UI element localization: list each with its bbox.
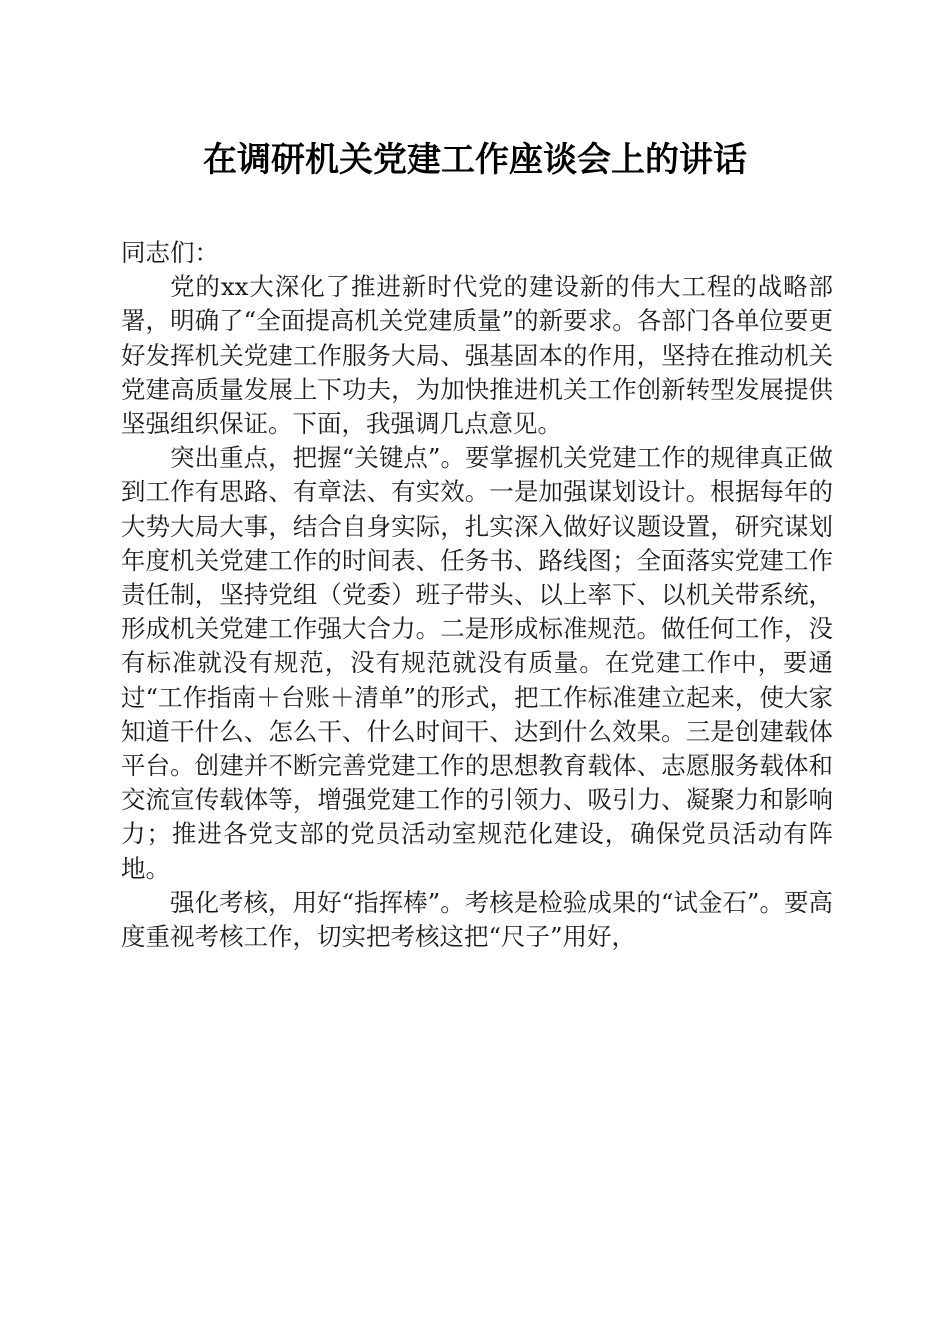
document-title: 在调研机关党建工作座谈会上的讲话	[203, 140, 747, 180]
paragraph-1: 党的xx大深化了推进新时代党的建设新的伟大工程的战略部署，明确了“全面提高机关党建质量”的新要求。各部门各单位要更好发挥机关党建工作服务大局、强基固本的作用，坚持在推动机关党建高质量发展上下功夫，为加快推进机关工作创新转型发展提供坚强组织保证。下面，我强调几点意见。	[121, 272, 833, 439]
paragraph-3: 强化考核，用好“指挥棒”。考核是检验成果的“试金石”。要高度重视考核工作，切实把考核这把“尺子”用好，	[121, 887, 833, 952]
paragraph-2: 突出重点，把握“关键点”。要掌握机关党建工作的规律真正做到工作有思路、有章法、有实效。一是加强谋划设计。根据每年的大势大局大事，结合自身实际，扎实深入做好议题设置，研究谋划年度机关党建工作的时间表、任务书、路线图；全面落实党建工作责任制，坚持党组（党委）班子带头、以上率下、以机关带系统，形成机关党建工作强大合力。二是形成标准规范。做任何工作，没有标准就没有规范，没有规范就没有质量。在党建工作中，要通过“工作指南＋台账＋清单”的形式，把工作标准建立起来，使大家知道干什么、怎么干、什么时间干、达到什么效果。三是创建载体平台。创建并不断完善党建工作的思想教育载体、志愿服务载体和交流宣传载体等，增强党建工作的引领力、吸引力、凝聚力和影响力；推进各党支部的党员活动室规范化建设，确保党员活动有阵地。	[121, 443, 833, 883]
salutation: 同志们：	[121, 238, 219, 267]
document-body	[121, 236, 833, 954]
